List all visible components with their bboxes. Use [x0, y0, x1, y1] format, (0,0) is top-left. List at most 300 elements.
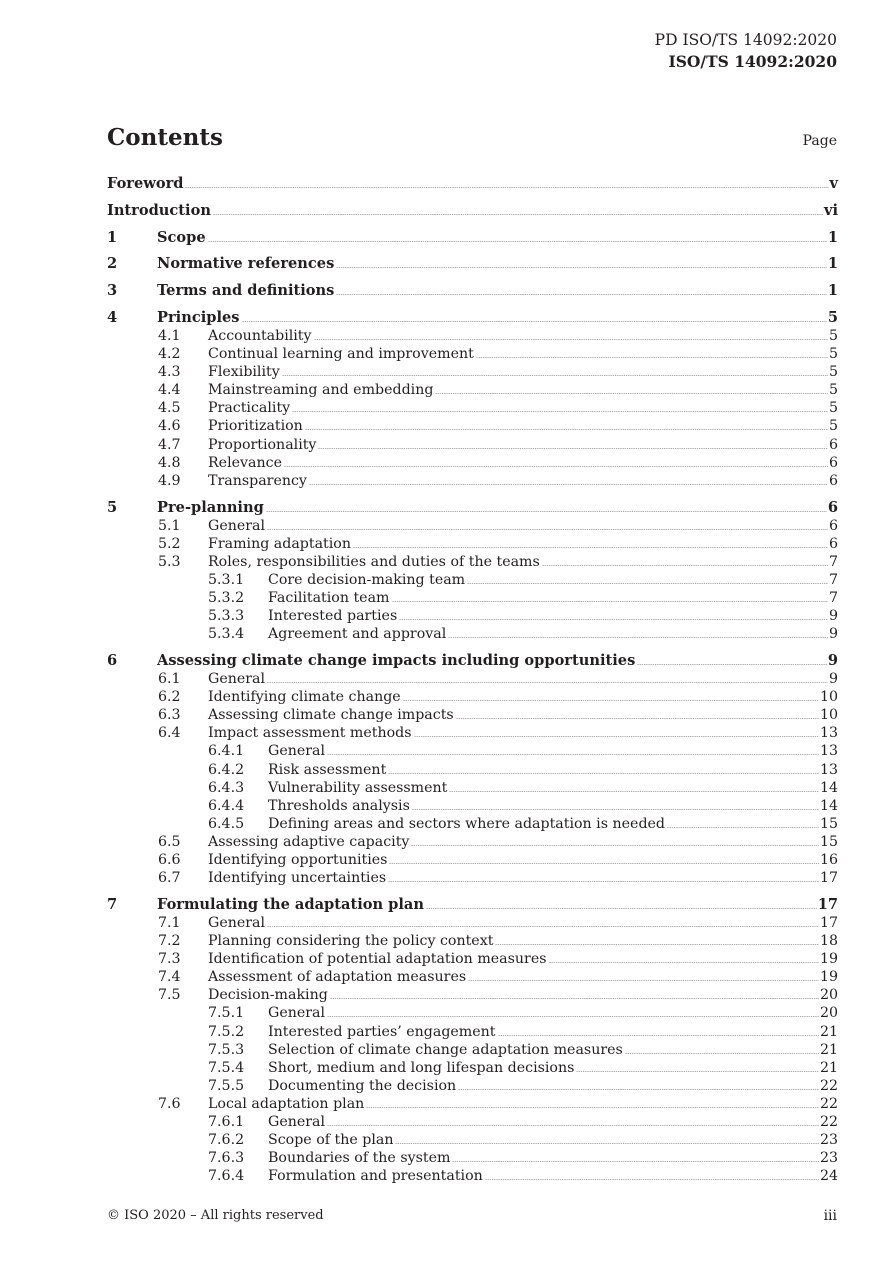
toc-entry[interactable] — [107, 327, 838, 345]
toc-entry-title: Assessment of adaptation measures — [208, 969, 467, 986]
toc-entry[interactable] — [107, 1113, 838, 1131]
toc-entry-line — [268, 1004, 838, 1022]
toc-entry-line — [268, 761, 838, 779]
dot-leader — [292, 399, 828, 412]
toc-entry-number: 7 — [107, 895, 118, 913]
toc-entry-title: Impact assessment methods — [208, 725, 412, 742]
toc-entry-number: 7.5.3 — [208, 1041, 245, 1058]
toc-entry-page: 17 — [817, 895, 838, 913]
toc-entry-number: 7.5.1 — [208, 1005, 245, 1022]
toc-entry-title: Identifying climate change — [208, 689, 401, 706]
toc-entry-title: Framing adaptation — [208, 535, 351, 552]
dot-leader — [542, 553, 828, 566]
toc-entry-line — [268, 1077, 838, 1095]
page-number: iii — [823, 1208, 837, 1224]
toc-entry-page: 6 — [827, 498, 838, 516]
toc-entry-number: 1 — [107, 228, 118, 246]
toc-entry-line — [208, 454, 838, 472]
toc-entry-title: General — [208, 517, 266, 534]
toc-entry[interactable] — [107, 896, 838, 914]
toc-entry-title: Short, medium and long lifespan decisions — [268, 1059, 575, 1076]
toc-entry-line — [157, 499, 838, 517]
toc-entry-line — [268, 815, 838, 833]
toc-entry[interactable] — [107, 309, 838, 327]
dot-leader — [388, 761, 819, 774]
page-title: Contents — [107, 124, 223, 151]
toc-entry-page: 20 — [819, 1005, 838, 1022]
toc-entry[interactable] — [107, 1167, 838, 1185]
toc-entry-title: Formulating the adaptation plan — [157, 895, 424, 913]
toc-entry[interactable] — [107, 724, 838, 742]
toc-entry[interactable] — [107, 1041, 838, 1059]
toc-entry-number: 6.6 — [158, 852, 181, 868]
toc-entry-number: 4.4 — [158, 382, 181, 399]
toc-entry-line — [268, 1131, 838, 1149]
toc-entry[interactable] — [107, 553, 838, 571]
toc-entry-title: Defining areas and sectors where adaptation is needed — [268, 815, 666, 832]
dot-leader — [549, 950, 819, 963]
toc-entry-line — [208, 436, 838, 454]
dot-leader — [458, 1077, 819, 1090]
toc-entry-line — [268, 607, 838, 625]
toc-entry-page: 5 — [828, 364, 838, 381]
toc-entry-number: 6 — [107, 651, 118, 669]
toc-entry-title: Vulnerability assessment — [268, 779, 448, 796]
toc-entry[interactable] — [107, 399, 838, 417]
toc-entry-title: General — [268, 1114, 326, 1130]
toc-entry-title: Scope — [157, 228, 206, 246]
toc-entry-page: 7 — [828, 571, 838, 588]
toc-entry[interactable] — [107, 797, 838, 815]
toc-entry-line — [157, 652, 838, 670]
dot-leader — [388, 869, 819, 882]
toc-entry-title: Interested parties — [268, 608, 398, 625]
toc-entry-number: 6.7 — [158, 870, 181, 887]
dot-leader — [452, 1149, 818, 1162]
toc-entry-line — [208, 932, 838, 950]
toc-entry-page: 5 — [828, 382, 838, 399]
toc-entry-line — [208, 535, 838, 553]
page-column-label: Page — [802, 133, 837, 149]
dot-leader — [336, 282, 826, 295]
toc-entry-page: 5 — [828, 400, 838, 417]
dot-leader — [576, 1059, 819, 1072]
toc-entry[interactable] — [107, 625, 838, 643]
dot-leader — [242, 309, 827, 322]
toc-entry[interactable] — [107, 779, 838, 797]
toc-entry-title: Identification of potential adaptation measures — [208, 951, 547, 968]
toc-entry[interactable] — [107, 932, 838, 950]
dot-leader — [267, 670, 828, 683]
dot-leader — [318, 436, 828, 449]
toc-entry[interactable] — [107, 229, 838, 247]
dot-leader — [426, 896, 817, 909]
toc-entry-page: 5 — [827, 308, 838, 326]
toc-entry-page: 6 — [828, 436, 838, 453]
toc-entry-title: Local adaptation plan — [208, 1095, 365, 1112]
toc-entry-title: Pre-planning — [157, 498, 264, 516]
toc-entry-number: 2 — [107, 255, 118, 273]
dot-leader — [448, 625, 828, 638]
dot-leader — [456, 706, 819, 719]
toc-entry[interactable] — [107, 688, 838, 706]
dot-leader — [213, 202, 823, 215]
toc-entry-number: 4.2 — [158, 346, 181, 363]
toc-entry-title: Assessing climate change impacts including opportunities — [157, 651, 636, 669]
toc-entry-title: Roles, responsibilities and duties of the teams — [208, 553, 540, 570]
toc-entry[interactable] — [107, 1131, 838, 1149]
dot-leader — [327, 1113, 819, 1126]
toc-entry-page: 17 — [819, 914, 838, 931]
toc-entry-number: 7.5 — [158, 987, 181, 1004]
toc-entry-title: Interested parties’ engagement — [268, 1023, 496, 1040]
toc-entry[interactable] — [107, 869, 838, 887]
toc-entry-title: Prioritization — [208, 418, 303, 435]
dot-leader — [208, 229, 827, 242]
toc-entry[interactable] — [107, 652, 838, 670]
toc-entry-title: Scope of the plan — [268, 1132, 394, 1149]
toc-entry-line — [268, 625, 838, 643]
toc-entry-number: 5.1 — [158, 517, 181, 534]
toc-entry[interactable] — [107, 968, 838, 986]
dot-leader — [185, 175, 828, 188]
toc-entry-page: 1 — [827, 255, 838, 273]
toc-entry-line — [268, 742, 838, 760]
toc-entry[interactable] — [107, 454, 838, 472]
toc-entry-title: Documenting the decision — [268, 1077, 457, 1094]
toc-entry-line — [208, 950, 838, 968]
toc-entry-line — [268, 1059, 838, 1077]
toc-entry-title: Assessing climate change impacts — [208, 707, 454, 724]
toc-entry-line — [208, 363, 838, 381]
toc-entry-number: 6.4.3 — [208, 779, 245, 796]
toc-entry-number: 6.4.2 — [208, 761, 245, 778]
toc-entry-line — [268, 779, 838, 797]
toc-entry-number: 4.7 — [158, 436, 181, 453]
toc-entry[interactable] — [107, 1023, 838, 1041]
toc-entry-number: 5 — [107, 498, 118, 516]
toc-entry-number: 4.8 — [158, 454, 181, 471]
toc-entry[interactable] — [107, 255, 838, 273]
copyright-notice: © ISO 2020 – All rights reserved — [107, 1208, 324, 1223]
toc-entry[interactable] — [107, 499, 838, 517]
toc-entry-page: 10 — [819, 707, 838, 724]
toc-entry-title: Flexibility — [208, 364, 280, 381]
toc-entry[interactable] — [107, 571, 838, 589]
toc-entry-line — [208, 851, 838, 869]
toc-entry-page: 18 — [819, 933, 838, 950]
dot-leader — [327, 1004, 819, 1017]
toc-entry-line — [107, 175, 838, 193]
toc-entry-title: Assessing adaptive capacity — [208, 833, 410, 850]
toc-entry-title: Identifying opportunities — [208, 852, 388, 868]
dot-leader — [412, 797, 819, 810]
toc-entry-line — [157, 229, 838, 247]
toc-entry-page: 23 — [819, 1150, 838, 1167]
toc-entry-number: 5.3 — [158, 553, 181, 570]
dot-leader — [495, 932, 819, 945]
toc-entry-number: 6.4.4 — [208, 797, 245, 814]
toc-entry[interactable] — [107, 381, 838, 399]
toc-entry-line — [157, 255, 838, 273]
toc-entry-number: 5.2 — [158, 535, 181, 552]
toc-entry-number: 7.3 — [158, 951, 181, 968]
toc-entry-number: 4.3 — [158, 364, 181, 381]
toc-entry[interactable] — [107, 1059, 838, 1077]
dot-leader — [282, 363, 828, 376]
dot-leader — [399, 607, 828, 620]
table-of-contents — [107, 175, 838, 1185]
toc-entry-page: 13 — [819, 743, 838, 760]
toc-entry-number: 6.5 — [158, 833, 181, 850]
toc-entry[interactable] — [107, 436, 838, 454]
toc-entry[interactable] — [107, 761, 838, 779]
toc-entry-number: 7.6.1 — [208, 1114, 245, 1130]
toc-entry-page: 14 — [819, 797, 838, 814]
toc-entry-line — [208, 706, 838, 724]
dot-leader — [485, 1167, 819, 1180]
toc-entry-page: 16 — [819, 852, 838, 868]
toc-entry[interactable] — [107, 363, 838, 381]
toc-entry-number: 7.5.5 — [208, 1077, 245, 1094]
toc-entry-line — [208, 1095, 838, 1113]
toc-entry[interactable] — [107, 517, 838, 535]
toc-entry-title: Boundaries of the system — [268, 1150, 451, 1167]
toc-entry-title: Continual learning and improvement — [208, 346, 474, 363]
toc-entry-line — [268, 589, 838, 607]
toc-entry-number: 6.2 — [158, 689, 181, 706]
toc-entry-page: 5 — [828, 418, 838, 435]
toc-entry-page: 17 — [819, 870, 838, 887]
toc-entry-line — [157, 896, 838, 914]
document-header — [655, 30, 837, 72]
toc-entry-line — [107, 202, 838, 220]
toc-entry-number: 7.6.4 — [208, 1168, 245, 1185]
toc-entry-number: 4.6 — [158, 418, 181, 435]
toc-entry-title: General — [208, 914, 266, 931]
toc-entry[interactable] — [107, 417, 838, 435]
toc-entry-page: 5 — [828, 328, 838, 344]
toc-entry-number: 7.1 — [158, 914, 181, 931]
toc-entry-page: 24 — [819, 1168, 838, 1185]
toc-entry-line — [208, 986, 838, 1004]
toc-entry[interactable] — [107, 1149, 838, 1167]
toc-entry-line — [208, 869, 838, 887]
toc-entry-line — [268, 1149, 838, 1167]
toc-entry-title: General — [268, 1005, 326, 1022]
toc-entry-number: 7.6.3 — [208, 1150, 245, 1167]
toc-entry-title: Transparency — [208, 472, 307, 489]
dot-leader — [403, 688, 819, 701]
toc-entry-line — [208, 724, 838, 742]
toc-entry-page: 15 — [819, 815, 838, 832]
toc-entry-page: 9 — [828, 626, 838, 643]
dot-leader — [411, 833, 819, 846]
toc-entry-page: 9 — [828, 671, 838, 688]
dot-leader — [395, 1131, 818, 1144]
toc-entry-line — [208, 914, 838, 932]
toc-entry-line — [268, 1167, 838, 1185]
dot-leader — [366, 1095, 819, 1108]
toc-entry-line — [208, 381, 838, 399]
dot-leader — [267, 517, 828, 530]
dot-leader — [266, 499, 827, 512]
toc-entry-line — [208, 345, 838, 363]
toc-entry-line — [208, 670, 838, 688]
toc-entry-page: 6 — [828, 472, 838, 489]
toc-entry-number: 7.5.2 — [208, 1023, 245, 1040]
toc-entry[interactable] — [107, 1004, 838, 1022]
toc-entry-line — [208, 327, 838, 345]
toc-entry[interactable] — [107, 742, 838, 760]
dot-leader — [667, 815, 819, 828]
toc-entry-number: 5.3.4 — [208, 626, 245, 643]
toc-entry-page: 13 — [819, 761, 838, 778]
toc-entry-line — [157, 282, 838, 300]
toc-entry-page: 6 — [828, 454, 838, 471]
dot-leader — [468, 968, 819, 981]
toc-entry-title: Agreement and approval — [268, 626, 447, 643]
toc-entry-number: 5.3.3 — [208, 608, 245, 625]
toc-entry-page: 1 — [827, 282, 838, 300]
toc-entry-page: 14 — [819, 779, 838, 796]
toc-entry-title: Practicality — [208, 400, 291, 417]
toc-entry-number: 6.4 — [158, 725, 181, 742]
toc-entry[interactable] — [107, 950, 838, 968]
toc-entry-number: 6.1 — [158, 671, 181, 688]
toc-entry-number: 4.9 — [158, 472, 181, 489]
toc-entry-line — [208, 968, 838, 986]
toc-entry-number: 3 — [107, 282, 118, 300]
toc-entry-title: Accountability — [208, 328, 312, 344]
toc-entry[interactable] — [107, 815, 838, 833]
toc-entry-title: Core decision-making team — [268, 571, 466, 588]
dot-leader — [353, 535, 828, 548]
toc-entry-number: 6.4.5 — [208, 815, 245, 832]
page-footer — [107, 1208, 837, 1223]
toc-entry-title: Principles — [157, 308, 240, 326]
toc-entry-title: General — [268, 743, 326, 760]
toc-entry[interactable] — [107, 345, 838, 363]
toc-entry-page: 19 — [819, 969, 838, 986]
dot-leader — [467, 571, 828, 584]
dot-leader — [449, 779, 819, 792]
toc-entry-page: 6 — [828, 535, 838, 552]
toc-entry[interactable] — [107, 833, 838, 851]
toc-entry-page: 13 — [819, 725, 838, 742]
toc-entry-page: 22 — [819, 1114, 838, 1130]
toc-entry[interactable] — [107, 202, 838, 220]
dot-leader — [637, 652, 827, 665]
toc-entry-page: 19 — [819, 951, 838, 968]
toc-entry-number: 7.5.4 — [208, 1059, 245, 1076]
toc-entry-line — [268, 1041, 838, 1059]
toc-entry[interactable] — [107, 175, 838, 193]
dot-leader — [305, 417, 828, 430]
toc-entry-number: 6.3 — [158, 707, 181, 724]
toc-entry-page: 23 — [819, 1132, 838, 1149]
toc-entry-number: 4 — [107, 308, 118, 326]
toc-entry-number: 5.3.2 — [208, 590, 245, 606]
toc-entry-page: 20 — [819, 987, 838, 1004]
dot-leader — [309, 472, 828, 485]
toc-entry[interactable] — [107, 914, 838, 932]
toc-entry-line — [268, 571, 838, 589]
toc-entry-number: 4.5 — [158, 400, 181, 417]
toc-entry-page: v — [829, 175, 838, 192]
toc-entry-line — [208, 688, 838, 706]
toc-entry-title: Decision-making — [208, 987, 328, 1004]
toc-entry-line — [208, 417, 838, 435]
dot-leader — [625, 1041, 819, 1054]
toc-entry-line — [157, 309, 838, 327]
toc-entry-title: Introduction — [107, 201, 211, 219]
toc-entry-line — [208, 553, 838, 571]
toc-entry-line — [208, 517, 838, 535]
toc-entry-number: 7.4 — [158, 969, 181, 986]
toc-entry-page: 9 — [827, 651, 838, 669]
header-line-2: ISO/TS 14092:2020 — [668, 52, 837, 71]
toc-entry[interactable] — [107, 706, 838, 724]
toc-entry-page: 7 — [828, 590, 838, 606]
toc-entry-number: 4.1 — [158, 328, 181, 344]
toc-entry[interactable] — [107, 589, 838, 607]
toc-entry-page: 22 — [819, 1095, 838, 1112]
toc-entry[interactable] — [107, 986, 838, 1004]
toc-entry-title: Selection of climate change adaptation measures — [268, 1041, 623, 1058]
toc-entry[interactable] — [107, 535, 838, 553]
toc-entry-page: 6 — [828, 517, 838, 534]
toc-entry[interactable] — [107, 607, 838, 625]
toc-entry-number: 7.6.2 — [208, 1132, 245, 1149]
dot-leader — [498, 1023, 819, 1036]
toc-entry-title: Thresholds analysis — [268, 797, 410, 814]
dot-leader — [284, 454, 828, 467]
toc-entry-title: Facilitation team — [268, 590, 390, 606]
toc-entry[interactable] — [107, 851, 838, 869]
toc-entry-line — [208, 399, 838, 417]
toc-entry-line — [268, 1113, 838, 1131]
toc-entry-page: 5 — [828, 346, 838, 363]
dot-leader — [435, 381, 828, 394]
toc-entry[interactable] — [107, 670, 838, 688]
toc-entry-title: Formulation and presentation — [268, 1168, 483, 1185]
toc-entry[interactable] — [107, 472, 838, 490]
dot-leader — [314, 327, 828, 340]
toc-entry-page: 10 — [819, 689, 838, 706]
toc-entry-title: Normative references — [157, 255, 335, 273]
toc-entry-number: 7.6 — [158, 1095, 181, 1112]
toc-entry[interactable] — [107, 282, 838, 300]
toc-entry-page: 9 — [828, 608, 838, 625]
toc-entry-title: Mainstreaming and embedding — [208, 382, 434, 399]
toc-entry-number: 6.4.1 — [208, 743, 245, 760]
toc-entry-title: Planning considering the policy context — [208, 933, 494, 950]
toc-entry-page: 21 — [819, 1023, 838, 1040]
toc-entry-page: 15 — [819, 833, 838, 850]
toc-entry-line — [208, 833, 838, 851]
toc-entry-page: 22 — [819, 1077, 838, 1094]
toc-entry[interactable] — [107, 1077, 838, 1095]
toc-entry-title: Terms and definitions — [157, 282, 335, 300]
dot-leader — [392, 589, 828, 602]
dot-leader — [267, 914, 819, 927]
toc-entry-number: 7.2 — [158, 933, 181, 950]
toc-entry-page: 21 — [819, 1059, 838, 1076]
toc-entry-title: Identifying uncertainties — [208, 870, 387, 887]
toc-entry[interactable] — [107, 1095, 838, 1113]
toc-entry-line — [268, 1023, 838, 1041]
